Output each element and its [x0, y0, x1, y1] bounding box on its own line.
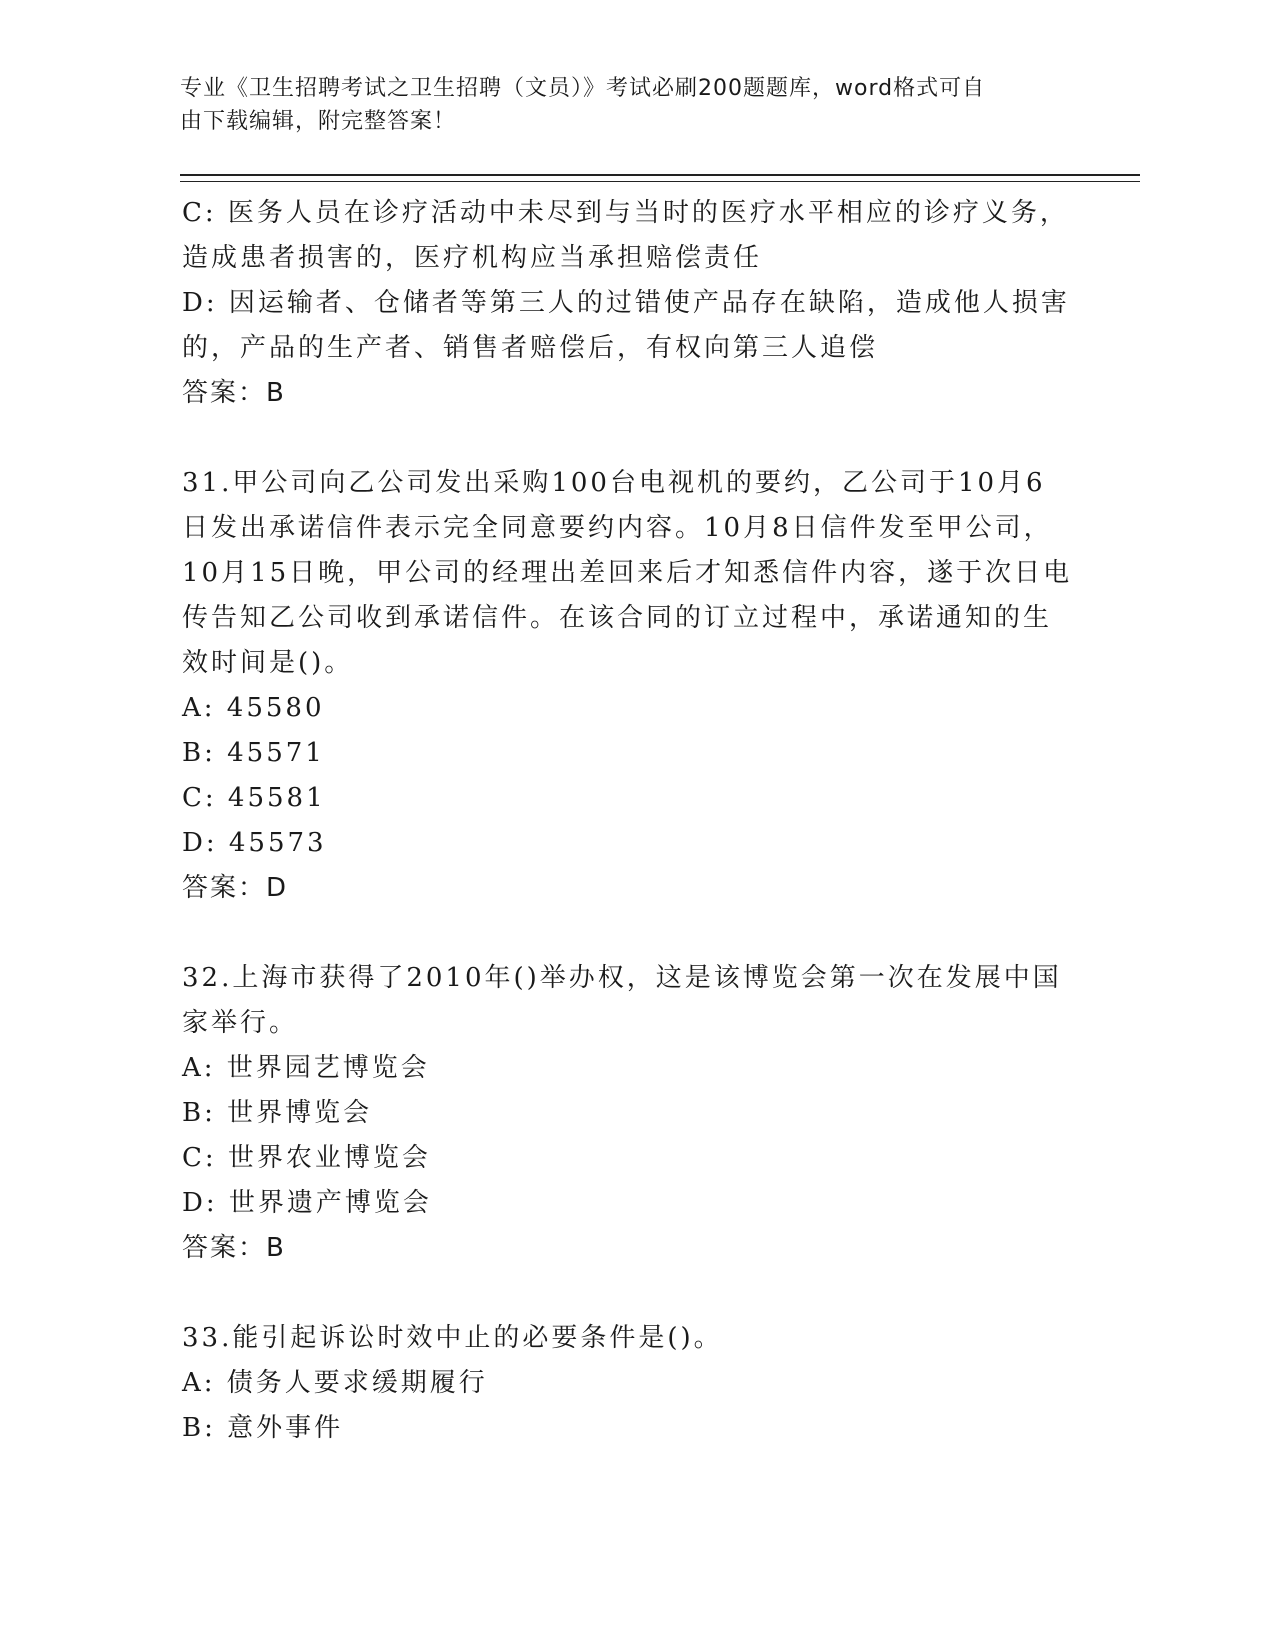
document-header — [180, 72, 1060, 138]
question-stem-line: 32.上海市获得了2010年()举办权，这是该博览会第一次在发展中国 — [182, 963, 1062, 993]
option-a: A: 世界园艺博览会 — [182, 1053, 430, 1083]
question-stem-line: 33.能引起诉讼时效中止的必要条件是()。 — [182, 1323, 723, 1353]
option-c-line-2: 造成患者损害的，医疗机构应当承担赔偿责任 — [182, 243, 763, 273]
answer-line: 答案：B — [182, 378, 286, 408]
spacer — [182, 911, 1082, 956]
question-stem-line: 31.甲公司向乙公司发出采购100台电视机的要约，乙公司于10月6 — [182, 468, 1046, 498]
header-line-1: 专业《卫生招聘考试之卫生招聘（文员）》考试必刷200题题库，word格式可自 — [180, 76, 986, 101]
option-c-line-1: C: 医务人员在诊疗活动中未尽到与当时的医疗水平相应的诊疗义务， — [182, 198, 1069, 228]
header-divider-thick — [180, 174, 1140, 176]
option-c: C: 世界农业博览会 — [182, 1143, 431, 1173]
option-d: D: 世界遗产博览会 — [182, 1188, 432, 1218]
question-stem-line: 效时间是()。 — [182, 648, 354, 678]
answer-line: 答案：B — [182, 1233, 286, 1263]
option-a: A: 45580 — [182, 693, 325, 723]
option-d-line-2: 的，产品的生产者、销售者赔偿后，有权向第三人追偿 — [182, 333, 879, 363]
option-b: B: 45571 — [182, 738, 325, 768]
option-d: D: 45573 — [182, 828, 327, 858]
option-c: C: 45581 — [182, 783, 326, 813]
option-d-line-1: D: 因运输者、仓储者等第三人的过错使产品存在缺陷，造成他人损害 — [182, 288, 1070, 318]
question-30-tail — [182, 191, 1082, 416]
spacer — [182, 1271, 1082, 1316]
question-stem-line: 传告知乙公司收到承诺信件。在该合同的订立过程中，承诺通知的生 — [182, 603, 1053, 633]
option-b: B: 世界博览会 — [182, 1098, 373, 1128]
answer-line: 答案：D — [182, 873, 289, 903]
question-stem-line: 家举行。 — [182, 1008, 299, 1038]
question-33 — [182, 1316, 1082, 1451]
question-stem-line: 10月15日晚，甲公司的经理出差回来后才知悉信件内容，遂于次日电 — [182, 558, 1073, 588]
spacer — [182, 416, 1082, 461]
option-a: A: 债务人要求缓期履行 — [182, 1368, 488, 1398]
question-content — [182, 191, 1082, 1451]
question-31 — [182, 461, 1082, 911]
header-line-2: 由下载编辑，附完整答案！ — [180, 109, 457, 134]
option-b: B: 意外事件 — [182, 1413, 344, 1443]
question-32 — [182, 956, 1082, 1271]
question-stem-line: 日发出承诺信件表示完全同意要约内容。10月8日信件发至甲公司， — [182, 513, 1053, 543]
header-divider-thin — [180, 181, 1140, 182]
